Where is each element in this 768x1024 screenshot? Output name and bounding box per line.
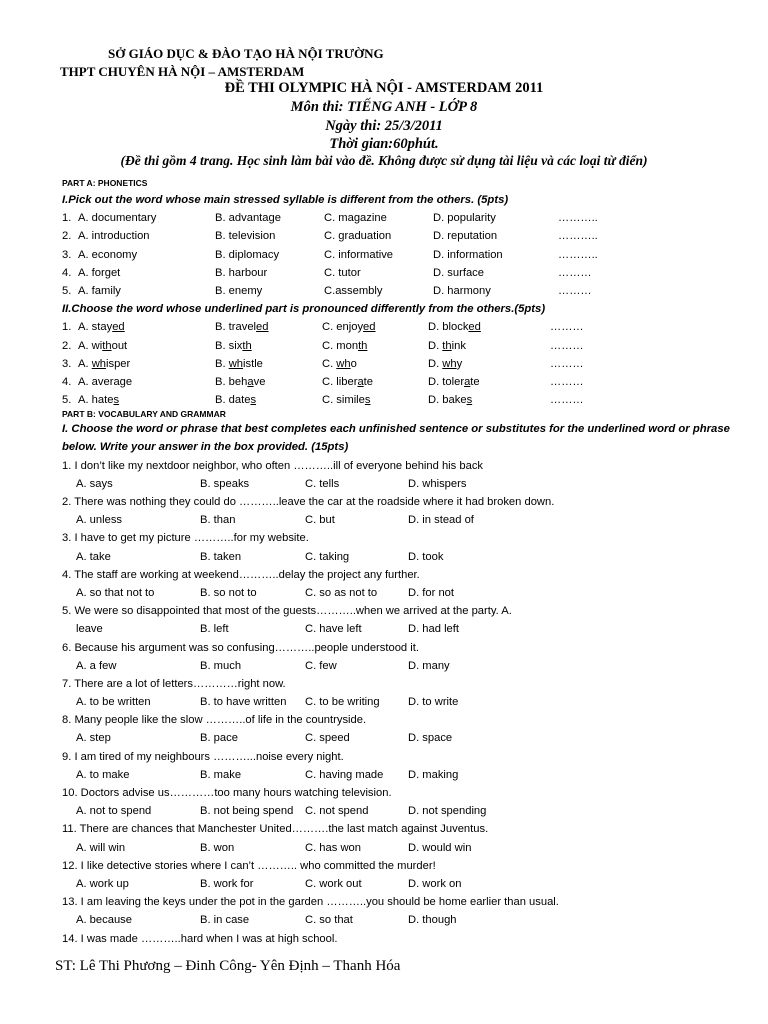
exam-duration: Thời gian:60phút. xyxy=(329,136,439,152)
option-c: C. to be writing xyxy=(305,696,380,709)
option-b: B. enemy xyxy=(215,284,263,297)
option-a: A. documentary xyxy=(78,212,157,225)
answer-blank[interactable]: ……… xyxy=(550,339,584,352)
option-c: C. work out xyxy=(305,877,362,890)
item-number: 5. xyxy=(62,394,72,407)
answer-blank[interactable]: ……….. xyxy=(558,230,598,243)
option-a: A. will win xyxy=(76,841,126,854)
option-b xyxy=(215,337,252,355)
option-c: C.assembly xyxy=(324,284,383,297)
option-d: D. for not xyxy=(408,586,455,599)
option-b: B. not being spend xyxy=(200,805,294,818)
answer-blank[interactable]: ……….. xyxy=(558,212,598,225)
underlined-part: ed xyxy=(256,321,269,334)
option-c xyxy=(322,318,376,336)
question-options-row xyxy=(62,475,742,493)
item-number: 1. xyxy=(62,321,72,334)
question-stem: 3. I have to get my picture ………..for my website. xyxy=(62,532,309,545)
option-d: D. not spending xyxy=(408,805,487,818)
exam-subject: Môn thi: TIẾNG ANH - LỚP 8 xyxy=(290,99,478,115)
option-b: B. diplomacy xyxy=(215,248,280,261)
phonetics-sound-row xyxy=(62,373,742,391)
option-c: C. tells xyxy=(305,477,340,490)
question-stem: 2. There was nothing they could do ………..leave the car at the roadside where it had broken down. xyxy=(62,496,555,508)
part-b-label: PART B: VOCABULARY AND GRAMMAR xyxy=(62,409,226,420)
question-stem: 10. Doctors advise us…………too many hours watching television. xyxy=(62,787,392,799)
word-part: B. xyxy=(215,357,229,370)
underlined-part: s xyxy=(113,394,120,407)
phonetics-stress-row xyxy=(62,282,742,300)
option-b: B. work for xyxy=(200,877,254,890)
answer-blank[interactable]: ……… xyxy=(550,321,584,334)
question-options-row xyxy=(62,657,742,675)
option-d xyxy=(428,355,462,373)
option-d: D. information xyxy=(433,248,503,261)
question-options-row xyxy=(62,839,742,857)
underlined-part: a xyxy=(464,375,471,388)
question-stem: 13. I am leaving the keys under the pot in the garden ………..you should be home earlier than usual. xyxy=(62,896,559,909)
option-a: A. family xyxy=(78,284,121,297)
word-part: A. avera xyxy=(78,375,120,388)
option-d: D. surface xyxy=(433,266,484,279)
option-b: B. speaks xyxy=(200,477,250,490)
option-b: B. so not to xyxy=(200,586,257,599)
option-a: A. to make xyxy=(76,768,130,781)
part-b-instruction-1: I. Choose the word or phrase that best completes each unfinished sentence or substitutes for the underlined word or phrase xyxy=(62,423,730,436)
word-part: A. hate xyxy=(78,394,114,407)
header-department: SỞ GIÁO DỤC & ĐÀO TẠO HÀ NỘI TRƯỜNG xyxy=(108,46,384,61)
question-stem: 12. I like detective stories where I can’t ……….. who committed the murder! xyxy=(62,859,436,872)
word-part: istle xyxy=(243,357,263,370)
option-c: C. graduation xyxy=(324,230,392,243)
item-number: 4. xyxy=(62,375,72,388)
option-c: C. have left xyxy=(305,623,362,636)
word-part: B. beh xyxy=(215,375,248,388)
underlined-part: wh xyxy=(442,357,457,370)
option-b: B. won xyxy=(200,841,235,854)
question-options-row xyxy=(62,693,742,711)
underlined-part: a xyxy=(247,375,254,388)
option-b: B. left xyxy=(200,623,229,636)
question-options-row xyxy=(62,729,742,747)
option-d: D. many xyxy=(408,659,450,672)
underlined-part: s xyxy=(250,394,257,407)
section-2-list xyxy=(62,318,742,409)
option-d: D. making xyxy=(408,768,459,781)
word-part: te xyxy=(363,375,374,388)
underlined-part: ed xyxy=(112,321,125,334)
option-d: D. took xyxy=(408,550,444,563)
question-options-row xyxy=(62,766,742,784)
option-a: A. economy xyxy=(78,248,138,261)
underlined-part: wh xyxy=(336,357,351,370)
option-b: B. in case xyxy=(200,914,250,927)
underlined-part: th xyxy=(358,339,368,352)
word-part: A. stay xyxy=(78,321,113,334)
word-part: D. xyxy=(428,357,443,370)
question-stem: 8. Many people like the slow ………..of life in the countryside. xyxy=(62,714,367,727)
option-b: B. to have written xyxy=(200,696,287,709)
item-number: 4. xyxy=(62,266,72,279)
option-c: C. taking xyxy=(305,550,350,563)
item-number: 1. xyxy=(62,212,72,225)
option-a xyxy=(78,373,132,391)
option-a: A. work up xyxy=(76,877,129,890)
underlined-part: th xyxy=(102,339,112,352)
option-b: B. taken xyxy=(200,550,242,563)
phonetics-stress-row xyxy=(62,227,742,245)
exam-title: ĐỀ THI OLYMPIC HÀ NỘI - AMSTERDAM 2011 xyxy=(224,80,544,96)
phonetics-stress-row xyxy=(62,264,742,282)
option-b: B. advantage xyxy=(215,212,281,225)
underlined-part: th xyxy=(242,339,252,352)
underlined-part: th xyxy=(442,339,452,352)
option-d: D. harmony xyxy=(433,284,491,297)
word-part: C. mon xyxy=(322,339,359,352)
option-c xyxy=(322,373,373,391)
question-stem: 1. I don’t like my nextdoor neighbor, who often ………..ill of everyone behind his back xyxy=(62,459,484,472)
answer-blank[interactable]: ……… xyxy=(550,357,584,370)
question-stem: 14. I was made ………..hard when I was at high school. xyxy=(62,932,338,945)
option-c: C. magazine xyxy=(324,212,387,225)
option-a: A. introduction xyxy=(78,230,150,243)
option-d xyxy=(428,337,466,355)
option-d: D. work on xyxy=(408,877,462,890)
option-c: C. so that xyxy=(305,914,353,927)
option-d xyxy=(428,318,481,336)
option-c xyxy=(322,355,357,373)
word-part: D. toler xyxy=(428,375,465,388)
option-a xyxy=(78,355,130,373)
answer-blank[interactable]: ……… xyxy=(558,266,592,279)
section-1-list xyxy=(62,209,742,300)
option-d xyxy=(428,391,472,409)
option-a: A. to be written xyxy=(76,696,151,709)
question-options-row xyxy=(62,911,742,929)
option-c xyxy=(322,391,370,409)
question-stem: 6. Because his argument was so confusing………..people understood it. xyxy=(62,641,419,654)
option-a: leave xyxy=(76,623,103,636)
underlined-part: ed xyxy=(363,321,376,334)
option-c: C. but xyxy=(305,514,335,527)
option-c: C. informative xyxy=(324,248,394,261)
option-d: D. in stead of xyxy=(408,514,474,527)
word-part: D. block xyxy=(428,321,469,334)
option-c: C. having made xyxy=(305,768,384,781)
option-b: B. television xyxy=(215,230,276,243)
option-b: B. much xyxy=(200,659,242,672)
header-school: THPT CHUYÊN HÀ NỘI – AMSTERDAM xyxy=(60,64,305,79)
item-number: 2. xyxy=(62,339,72,352)
question-stem: 9. I am tired of my neighbours ………...noise every night. xyxy=(62,750,344,763)
word-part: B. date xyxy=(215,394,251,407)
answer-blank[interactable]: ……… xyxy=(550,375,584,388)
option-a xyxy=(78,391,119,409)
phonetics-stress-row xyxy=(62,246,742,264)
word-part: A. wi xyxy=(78,339,103,352)
answer-blank[interactable]: ……….. xyxy=(558,248,598,261)
word-part: ink xyxy=(451,339,466,352)
vocab-question-list xyxy=(62,457,742,948)
question-options-row xyxy=(62,875,742,893)
option-c: C. so as not to xyxy=(305,586,378,599)
option-a xyxy=(78,318,125,336)
question-stem: 11. There are chances that Manchester United……….the last match against Juventus. xyxy=(62,823,489,836)
item-number: 3. xyxy=(62,248,72,261)
question-options-row xyxy=(62,584,742,602)
option-b: B. make xyxy=(200,768,242,781)
option-d xyxy=(428,373,480,391)
section-2-instruction: II.Choose the word whose underlined part is pronounced differently from the others.(5pts) xyxy=(62,303,546,316)
option-d: D. space xyxy=(408,732,453,745)
option-c: C. tutor xyxy=(324,266,361,279)
phonetics-sound-row xyxy=(62,337,742,355)
word-part: o xyxy=(350,357,357,370)
underlined-part: wh xyxy=(228,357,243,370)
word-part: A. xyxy=(78,357,92,370)
option-b: B. than xyxy=(200,514,236,527)
underlined-part: g xyxy=(119,375,126,388)
word-part: C. xyxy=(322,357,337,370)
phonetics-sound-row xyxy=(62,318,742,336)
phonetics-sound-row xyxy=(62,391,742,409)
option-c xyxy=(322,337,367,355)
answer-blank[interactable]: ……… xyxy=(558,284,592,297)
question-options-row xyxy=(62,548,742,566)
option-c: C. has won xyxy=(305,841,361,854)
word-part: te xyxy=(470,375,480,388)
option-a: A. forget xyxy=(78,266,121,279)
option-a: A. a few xyxy=(76,659,117,672)
option-a: A. because xyxy=(76,914,132,927)
underlined-part: wh xyxy=(91,357,106,370)
phonetics-sound-row xyxy=(62,355,742,373)
word-part: isper xyxy=(106,357,131,370)
word-part: ve xyxy=(253,375,266,388)
option-d: D. reputation xyxy=(433,230,498,243)
footer-credit: ST: Lê Thi Phương – Đinh Công- Yên Định – Thanh Hóa xyxy=(55,958,401,974)
exam-body xyxy=(62,176,742,948)
question-options-row xyxy=(62,620,742,638)
underlined-part: s xyxy=(466,394,473,407)
option-d: D. to write xyxy=(408,696,459,709)
option-d: D. would win xyxy=(408,841,472,854)
option-d: D. though xyxy=(408,914,457,927)
answer-blank[interactable]: ……… xyxy=(550,394,584,407)
option-b: B. harbour xyxy=(215,266,268,279)
option-b xyxy=(215,391,256,409)
word-part: C. liber xyxy=(322,375,358,388)
option-c: C. speed xyxy=(305,732,350,745)
question-stem: 5. We were so disappointed that most of the guests………..when we arrived at the party. A. xyxy=(62,605,512,618)
exam-date: Ngày thi: 25/3/2011 xyxy=(325,118,443,134)
option-b xyxy=(215,355,263,373)
item-number: 2. xyxy=(62,230,72,243)
option-a: A. take xyxy=(76,550,111,563)
word-part: C. enjoy xyxy=(322,321,364,334)
option-b xyxy=(215,373,265,391)
option-a: A. step xyxy=(76,732,111,745)
option-a: A. unless xyxy=(76,514,123,527)
option-b xyxy=(215,318,269,336)
question-options-row xyxy=(62,802,742,820)
word-part: B. travel xyxy=(215,321,257,334)
option-c: C. few xyxy=(305,659,337,672)
exam-note: (Đề thi gồm 4 trang. Học sinh làm bài vào đề. Không được sử dụng tài liệu và các loại từ điển) xyxy=(120,153,648,168)
word-part: D. xyxy=(428,339,443,352)
question-stem: 7. There are a lot of letters…………right now. xyxy=(62,677,286,690)
option-d: D. whispers xyxy=(408,477,467,490)
option-b: B. pace xyxy=(200,732,238,745)
word-part: out xyxy=(111,339,128,352)
item-number: 3. xyxy=(62,357,72,370)
word-part: D. bake xyxy=(428,394,467,407)
option-a xyxy=(78,337,127,355)
part-a-label: PART A: PHONETICS xyxy=(62,178,148,188)
question-options-row xyxy=(62,511,742,529)
word-part: B. six xyxy=(215,339,243,352)
underlined-part: ed xyxy=(468,321,481,334)
option-a: A. says xyxy=(76,477,113,490)
section-1-instruction: I.Pick out the word whose main stressed syllable is different from the others. (5pts) xyxy=(62,194,509,206)
option-d: D. had left xyxy=(408,623,459,636)
word-part: y xyxy=(456,357,463,370)
option-a: A. so that not to xyxy=(76,586,155,599)
option-d: D. popularity xyxy=(433,212,496,225)
underlined-part: a xyxy=(357,375,364,388)
underlined-part: s xyxy=(364,394,371,407)
part-b-instruction-2: below. Write your answer in the box provided. (15pts) xyxy=(62,441,349,454)
phonetics-stress-row xyxy=(62,209,742,227)
option-a: A. not to spend xyxy=(76,805,152,818)
item-number: 5. xyxy=(62,284,72,297)
word-part: e xyxy=(125,375,133,388)
option-c: C. not spend xyxy=(305,805,369,818)
question-stem: 4. The staff are working at weekend………..delay the project any further. xyxy=(62,568,420,581)
word-part: C. simile xyxy=(322,394,365,407)
